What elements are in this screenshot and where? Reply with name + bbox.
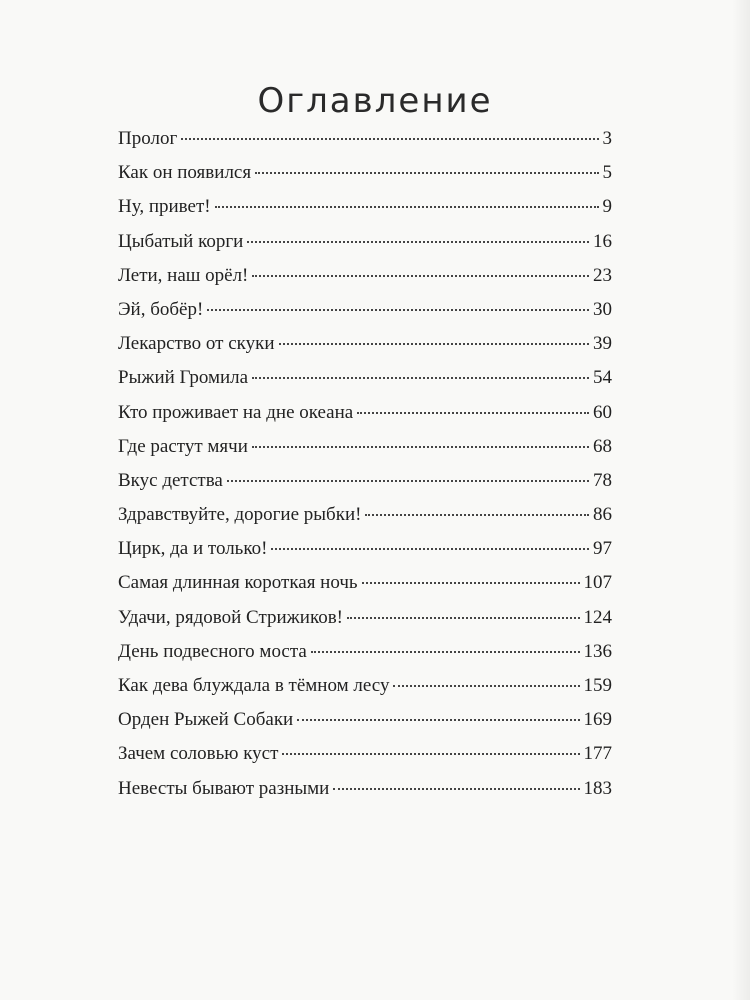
toc-dot-leader bbox=[252, 377, 589, 379]
toc-entry-title: Невесты бывают разными bbox=[118, 777, 330, 799]
toc-entry-title: Цирк, да и только! bbox=[118, 538, 268, 560]
toc-entry-title: Лекарство от скуки bbox=[118, 333, 275, 355]
toc-entry bbox=[118, 128, 612, 162]
toc-entry-title: Лети, наш орёл! bbox=[118, 264, 249, 286]
toc-entry bbox=[118, 196, 612, 230]
toc-dot-leader bbox=[227, 480, 589, 482]
toc-entry-page-number: 68 bbox=[593, 435, 612, 457]
toc-entry-title: Орден Рыжей Собаки bbox=[118, 709, 294, 731]
toc-entry bbox=[118, 265, 612, 299]
toc-entry-title: Как дева блуждала в тёмном лесу bbox=[118, 675, 390, 696]
toc-entry-page-number: 30 bbox=[593, 298, 612, 320]
toc-entry bbox=[118, 538, 612, 572]
toc-entry bbox=[118, 333, 612, 367]
toc-entry-title: День подвесного моста bbox=[118, 640, 307, 662]
toc-entry bbox=[118, 607, 612, 641]
toc-entry-title: Здравствуйте, дорогие рыбки! bbox=[118, 504, 362, 526]
toc-entry bbox=[118, 572, 612, 606]
toc-entry-page-number: 159 bbox=[583, 675, 612, 696]
toc-entry-page-number: 177 bbox=[583, 743, 612, 765]
toc-entry-page-number: 3 bbox=[602, 128, 612, 149]
toc-entry bbox=[118, 402, 612, 436]
toc-entry bbox=[118, 743, 612, 777]
toc-entry-title: Пролог bbox=[118, 128, 178, 149]
toc-dot-leader bbox=[252, 446, 589, 448]
toc-dot-leader bbox=[282, 753, 579, 755]
toc-entry bbox=[118, 436, 612, 470]
page-title: Оглавление bbox=[257, 80, 493, 121]
toc-dot-leader bbox=[362, 582, 580, 584]
toc-dot-leader bbox=[279, 343, 590, 345]
toc-entry-title: Как он появился bbox=[118, 162, 252, 184]
toc-entry bbox=[118, 641, 612, 675]
toc-dot-leader bbox=[311, 651, 580, 653]
toc-entry-page-number: 183 bbox=[583, 777, 612, 799]
toc-dot-leader bbox=[255, 172, 598, 174]
toc-entry-page-number: 124 bbox=[583, 606, 612, 628]
toc-entry-title: Рыжий Громила bbox=[118, 367, 249, 389]
toc-dot-leader bbox=[297, 719, 579, 721]
toc-entry bbox=[118, 231, 612, 265]
toc-dot-leader bbox=[365, 514, 589, 516]
toc-entry-page-number: 86 bbox=[593, 504, 612, 526]
toc-entry-page-number: 136 bbox=[583, 640, 612, 662]
toc-entry-title: Зачем соловью куст bbox=[118, 743, 279, 765]
toc-entry-title: Цыбатый корги bbox=[118, 230, 244, 252]
toc-entry-title: Вкус детства bbox=[118, 469, 223, 491]
toc-entry-title: Удачи, рядовой Стрижиков! bbox=[118, 606, 344, 628]
toc-entry bbox=[118, 299, 612, 333]
toc-entry-title: Где растут мячи bbox=[118, 435, 248, 457]
toc-entry bbox=[118, 470, 612, 504]
toc-entry-page-number: 107 bbox=[583, 572, 612, 594]
toc-entry bbox=[118, 709, 612, 743]
toc-entry-page-number: 16 bbox=[593, 230, 612, 252]
toc-entry-page-number: 60 bbox=[593, 401, 612, 423]
toc-entry-page-number: 9 bbox=[602, 196, 612, 218]
toc-dot-leader bbox=[252, 275, 589, 277]
toc-dot-leader bbox=[271, 548, 589, 550]
toc-dot-leader bbox=[357, 412, 589, 414]
toc-entry-page-number: 5 bbox=[602, 162, 612, 184]
toc-entry bbox=[118, 504, 612, 538]
toc-entry-page-number: 23 bbox=[593, 264, 612, 286]
toc-entry-title: Ну, привет! bbox=[118, 196, 211, 218]
toc-entry-page-number: 78 bbox=[593, 469, 612, 491]
toc-entry-title: Эй, бобёр! bbox=[118, 298, 204, 320]
toc-entry bbox=[118, 162, 612, 196]
toc-entry bbox=[118, 675, 612, 709]
toc-entry bbox=[118, 367, 612, 401]
toc-dot-leader bbox=[347, 617, 579, 619]
toc-dot-leader bbox=[215, 206, 599, 208]
toc-dot-leader bbox=[333, 788, 579, 790]
table-of-contents bbox=[118, 128, 612, 812]
toc-entry-title: Кто проживает на дне океана bbox=[118, 401, 354, 423]
toc-entry-page-number: 97 bbox=[593, 538, 612, 560]
toc-entry-page-number: 54 bbox=[593, 367, 612, 389]
toc-dot-leader bbox=[393, 685, 579, 687]
toc-entry-page-number: 39 bbox=[593, 333, 612, 355]
toc-entry-page-number: 169 bbox=[583, 709, 612, 731]
toc-entry-title: Самая длинная короткая ночь bbox=[118, 572, 358, 594]
toc-entry bbox=[118, 778, 612, 812]
toc-dot-leader bbox=[207, 309, 589, 311]
toc-dot-leader bbox=[181, 138, 598, 140]
toc-dot-leader bbox=[247, 241, 589, 243]
page-edge-shadow bbox=[732, 0, 750, 1000]
